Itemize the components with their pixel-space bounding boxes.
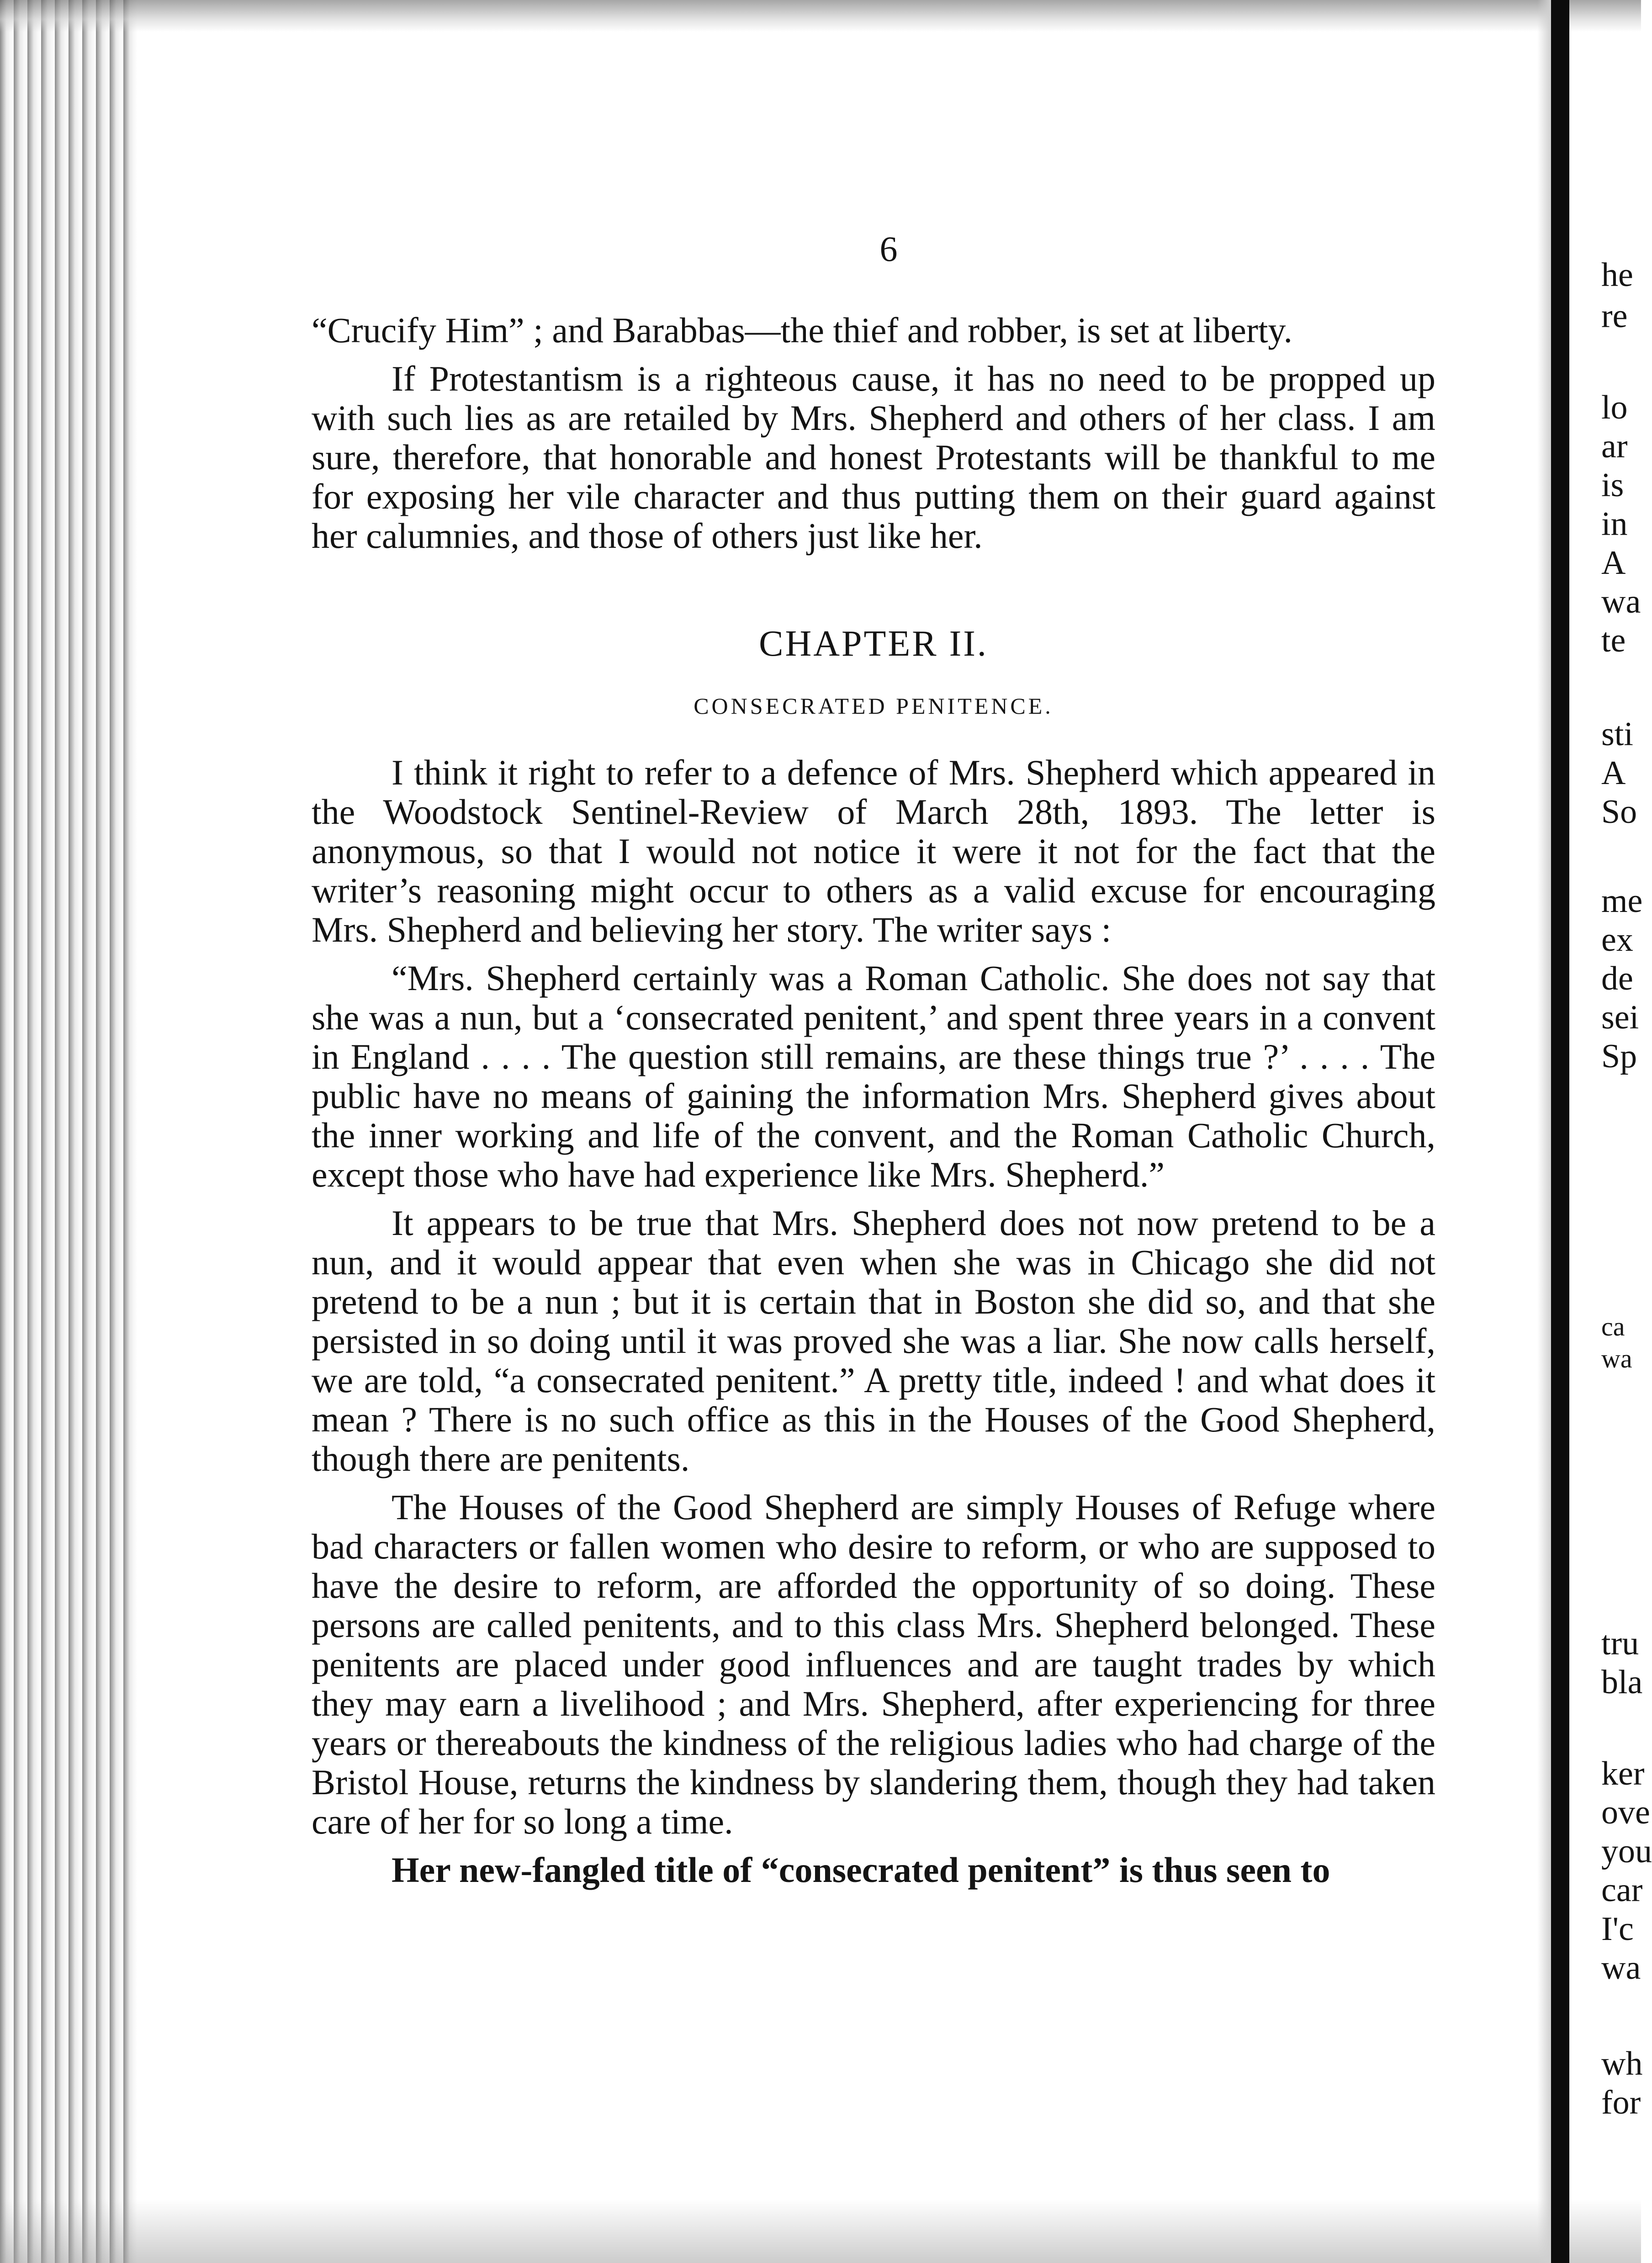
fragment: he <box>1601 256 1633 294</box>
scan-shadow-left <box>0 0 137 2263</box>
fragment: I'c <box>1601 1910 1634 1948</box>
fragment: wa <box>1601 583 1641 620</box>
scan-shadow-top <box>0 0 1641 32</box>
fragment: re <box>1601 297 1628 335</box>
fragment: tru <box>1601 1625 1639 1662</box>
paragraph: The Houses of the Good Shepherd are simply Houses of Refuge where bad characters or fallen women who desire to reform, or who are supposed to have the desire to reform, are afforded the opportunity of so doing. These persons are called penitents, and to this class Mrs. Shepherd belonged. These penitents are placed under good influences and are taught trades by which they may earn a livelihood ; and Mrs. Shepherd, after experiencing for three years or thereabouts the kindness of the religious ladies who had charge of the Bristol House, returns the kindness by slandering them, though they had taken care of her for so long a time. <box>312 1487 1435 1841</box>
fragment: sti <box>1601 715 1633 753</box>
fragment: wa <box>1601 1344 1632 1373</box>
fragment: in <box>1601 505 1628 543</box>
chapter-heading: CHAPTER II. <box>759 624 988 664</box>
page-body <box>312 311 1435 1899</box>
fragment: sei <box>1601 999 1639 1036</box>
fragment: So <box>1601 793 1637 831</box>
paragraph-last-line: Her new-fangled title of “consecrated penitent” is thus seen to <box>392 1850 1330 1890</box>
fragment: ex <box>1601 921 1633 959</box>
book-gutter <box>1537 0 1551 2263</box>
fragment: ar <box>1601 428 1628 465</box>
fragment: you <box>1601 1833 1652 1870</box>
fragment: ca <box>1601 1312 1625 1341</box>
paragraph: If Protestantism is a righteous cause, it has no need to be propped up with such lies as are retailed by Mrs. Shepherd and others of her class. I am sure, therefore, that honorable and honest Protestants will be thankful to me for exposing her vile character and thus putting them on their guard against her calumnies, and those of others just like her. <box>312 359 1435 556</box>
page-divider <box>1551 0 1569 2263</box>
fragment: me <box>1601 882 1643 920</box>
fragment: is <box>1601 466 1624 504</box>
paragraph: It appears to be true that Mrs. Shepherd does not now pretend to be a nun, and it would appear that even when she was in Chicago she did not pretend to be a nun ; but it is certain that in Boston she did so, and that she persisted in so doing until it was proved she was a liar. She now calls herself, we are told, “a consecrated penitent.” A pretty title, indeed ! and what does it mean ? There is no such office as this in the Houses of the Good Shepherd, though there are penitents. <box>312 1203 1435 1479</box>
block-quote: “Mrs. Shepherd certainly was a Roman Catholic. She does not say that she was a nun, but a ‘consecrated penitent,’ and spent three years in a convent in England . . . . The question still remains, are these things true ?’ . . . . The public have no means of gaining the information Mrs. Shepherd gives about the inner working and life of the convent, and the Roman Catholic Church, except those who have had experience like Mrs. Shepherd.” <box>312 958 1435 1194</box>
fragment: bla <box>1601 1664 1643 1701</box>
fragment: wa <box>1601 1949 1641 1987</box>
fragment: for <box>1601 2084 1641 2121</box>
chapter-subtitle: CONSECRATED PENITENCE. <box>694 693 1054 719</box>
fragment: car <box>1601 1871 1643 1909</box>
fragment: de <box>1601 960 1633 997</box>
fragment: lo <box>1601 389 1628 426</box>
adjacent-page-edge <box>1601 0 1652 2263</box>
paragraph-continuation: “Crucify Him” ; and Barabbas—the thief and robber, is set at liberty. <box>312 310 1292 350</box>
paragraph: I think it right to refer to a defence of Mrs. Shepherd which appeared in the Woodstock Sentinel-Review of March 28th, 1893. The letter is anonymous, so that I would not notice it were it not for the fact that the writer’s reasoning might occur to others as a valid excuse for encouraging Mrs. Shepherd and believing her story. The writer says : <box>312 753 1435 949</box>
fragment: A <box>1601 544 1626 582</box>
fragment: ker <box>1601 1755 1645 1792</box>
fragment: ove <box>1601 1794 1650 1831</box>
fragment: te <box>1601 622 1626 659</box>
page-number: 6 <box>879 229 898 269</box>
fragment: wh <box>1601 2045 1643 2083</box>
fragment: Sp <box>1601 1038 1637 1075</box>
scan-shadow-bottom <box>0 2199 1641 2263</box>
fragment: A <box>1601 754 1626 792</box>
